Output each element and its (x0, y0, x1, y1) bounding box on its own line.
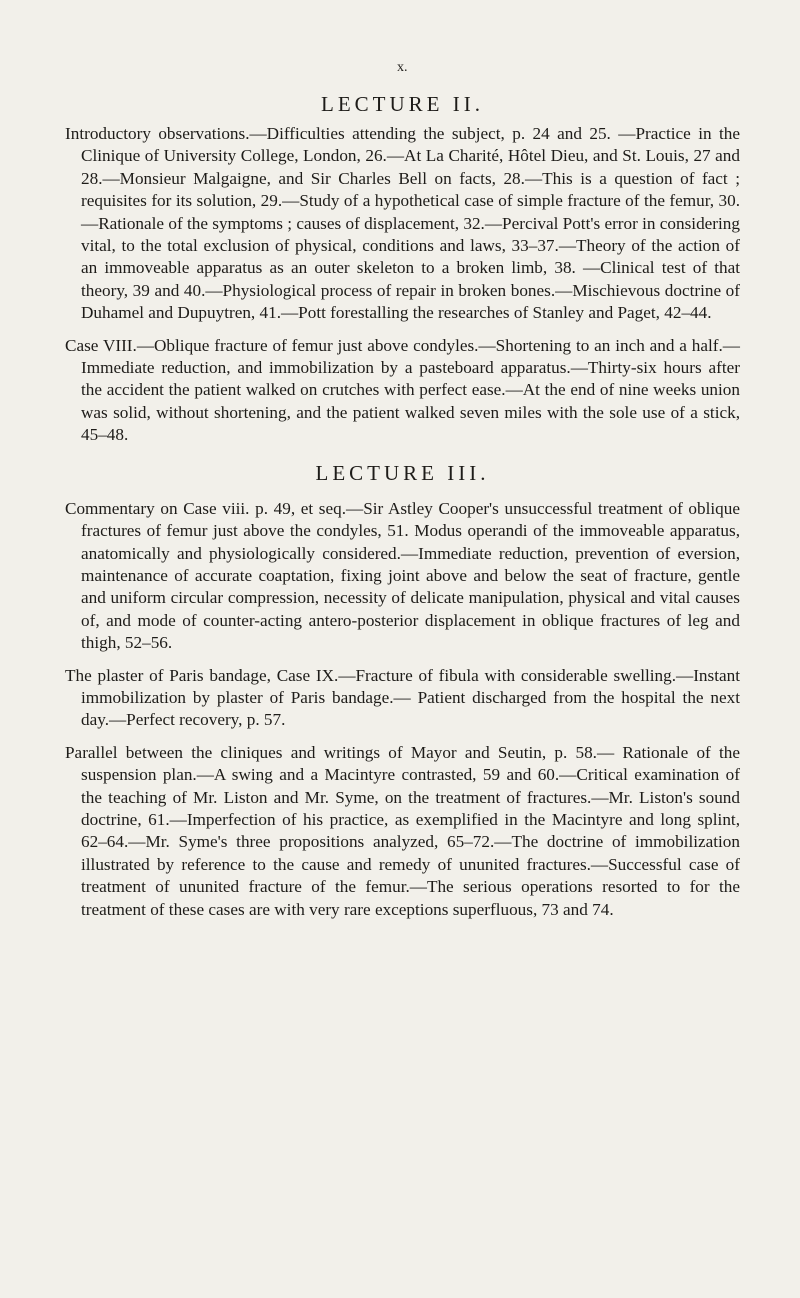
lecture-2-paragraph-1: Introductory observations.—Difficulties attending the subject, p. 24 and 25. —Practice in the Clinique of University College, London, 26.—At La Charité, Hôtel Dieu, and St. Louis, 27 and 28.—Monsieur Malgaigne, and Sir Charles Bell on facts, 28.—This is a question of fact ; requisites for its solution, 29.—Study of a hypothetical case of simple fracture of the femur, 30.—Rationale of the symptoms ; causes of displacement, 32.—Percival Pott's error in considering vital, to the total exclusion of physical, conditions and laws, 33–37.—Theory of the action of an immoveable apparatus as an outer skeleton to a broken limb, 38. —Clinical test of that theory, 39 and 40.—Physiological process of repair in broken bones.—Mischievous doctrine of Duhamel and Dupuytren, 41.—Pott forestalling the researches of Stanley and Paget, 42–44. (65, 124, 740, 323)
lecture-3-paragraph-2: The plaster of Paris bandage, Case IX.—Fracture of fibula with considerable swelling.—Instant immobilization by plaster of Paris bandage.— Patient discharged from the hospital the next day.—Perfect recovery, p. 57. (65, 665, 740, 730)
lecture-3-paragraph-1: Commentary on Case viii. p. 49, et seq.—Sir Astley Cooper's unsuccessful treatment of oblique fractures of femur just above the condyles, 51. Modus operandi of the immoveable apparatus, anatomically and physiologically considered.—Immediate reduction, prevention of eversion, maintenance of accurate coaptation, fixing joint above and below the seat of fracture, gentle and uniform circular compression, necessity of delicate manipulation, physical and vital causes of, and mode of counter-acting antero-posterior displacement in oblique fractures of leg and thigh, 52–56. (65, 498, 740, 653)
lecture-3-heading: LECTURE III. (315, 460, 490, 485)
lecture-3-paragraph-3: Parallel between the cliniques and writings of Mayor and Seutin, p. 58.— Rationale of the suspension plan.—A swing and a Macintyre contrasted, 59 and 60.—Critical examination of the teaching of Mr. Liston and Mr. Syme, on the treatment of fractures.—Mr. Liston's sound doctrine, 61.—Imperfection of his practice, as exemplified in the Macintyre and long splint, 62–64.—Mr. Syme's three propositions analyzed, 65–72.—The doctrine of immobilization illustrated by reference to the cause and remedy of ununited fractures.—Successful case of treatment of ununited fracture of the femur.—The serious operations resorted to for the treatment of these cases are with very rare exceptions superfluous, 73 and 74. (65, 742, 740, 919)
lecture-2-paragraph-2: Case VIII.—Oblique fracture of femur just above condyles.—Shortening to an inch and a half.—Immediate reduction, and immobilization by a pasteboard apparatus.—Thirty-six hours after the accident the patient walked on crutches with perfect ease.—At the end of nine weeks union was solid, without shortening, and the patient walked seven miles with the sole use of a stick, 45–48. (65, 335, 740, 445)
lecture-2-heading: LECTURE II. (321, 92, 484, 116)
page-folio: x. (397, 60, 408, 75)
